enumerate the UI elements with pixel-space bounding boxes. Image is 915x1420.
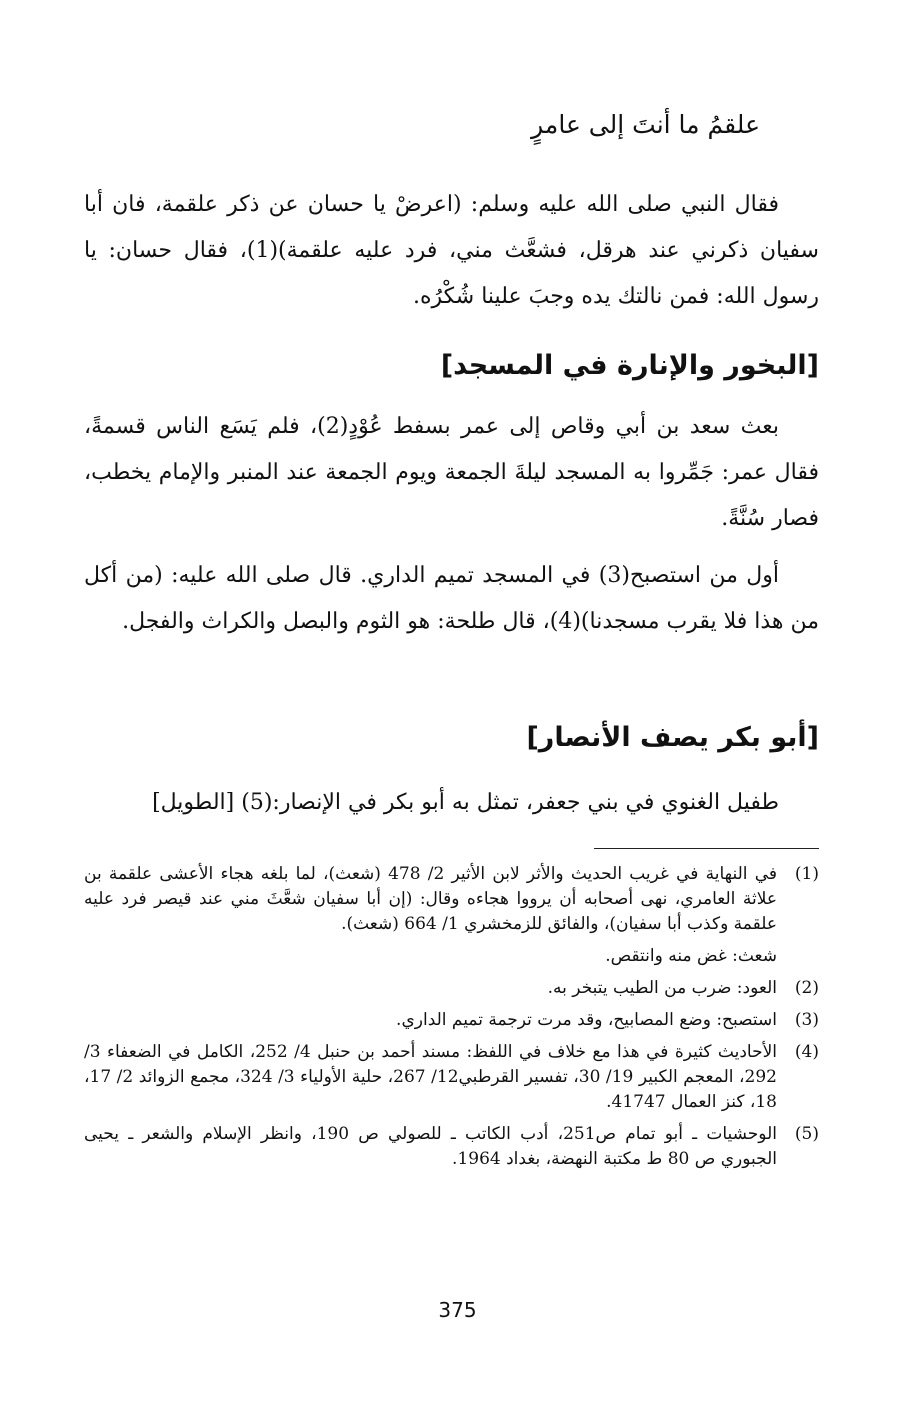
- footnotes: [84, 862, 819, 1179]
- footnote-1: [84, 862, 819, 969]
- page-number: 375: [438, 1298, 477, 1322]
- footnote-divider: [594, 848, 819, 849]
- footnote-text: العود: ضرب من الطيب يتبخر به.: [547, 978, 777, 998]
- footnote-5: [84, 1122, 819, 1172]
- footnote-number: (2): [794, 978, 819, 998]
- footnote-3: [84, 1008, 819, 1033]
- footnote-text: الأحاديث كثيرة في هذا مع خلاف في اللفظ: مسند أحمد بن حنبل 4/ 252، الكامل في الضعفاء 3/ 292، المعجم الكبير 19/ 30، تفسير القرطبي12/ 267، حلية الأولياء 3/ 324، مجمع الزوائد 2/ 17، 18، كنز العمال 41747.: [84, 1042, 778, 1112]
- paragraph-hassan: فقال النبي صلى الله عليه وسلم: (اعرضْ يا حسان عن ذكر علقمة، فان أبا سفيان ذكرني عند هرقل، فشعَّث مني، فرد عليه علقمة)(1)، فقال حسان: يا رسول الله: فمن نالتك يده وجبَ علينا شُكْرُه.: [84, 192, 819, 309]
- footnote-number: (1): [794, 864, 819, 884]
- section-heading-incense: [البخور والإنارة في المسجد]: [440, 350, 819, 381]
- footnote-gloss: شعث: غض منه وانتقص.: [605, 946, 777, 966]
- footnote-text: استصبح: وضع المصابيح، وقد مرت ترجمة تميم الداري.: [396, 1010, 777, 1030]
- footnote-number: (4): [794, 1042, 819, 1062]
- footnote-number: (3): [794, 1010, 819, 1030]
- footnote-4: [84, 1040, 819, 1115]
- footnote-number: (5): [794, 1124, 819, 1144]
- footnote-2: [84, 976, 819, 1001]
- paragraph-tufail: طفيل الغنوي في بني جعفر، تمثل به أبو بكر في الإنصار:(5) [الطويل]: [152, 790, 779, 815]
- footnote-text: في النهاية في غريب الحديث والأثر لابن الأثير 2/ 478 (شعث)، لما بلغه هجاء الأعشى علقمة بن علاثة العامري، نهى أصحابه أن يرووا هجاءه وقال: (إن أبا سفيان شعَّثَ مني عند قيصر فرد عليه علقمة وكذب أبا سفيان)، والفائق للزمخشري 1/ 664 (شعث).: [84, 864, 777, 934]
- paragraph-lamps: أول من استصبح(3) في المسجد تميم الداري. قال صلى الله عليه: (من أكل من هذا فلا يقرب مسجدنا)(4)، قال طلحة: هو الثوم والبصل والكراث والفجل.: [84, 563, 819, 634]
- section-heading-ansar: [أبو بكر يصف الأنصار]: [526, 722, 819, 753]
- verse-line: علقمُ ما أنتَ إلى عامرٍ: [531, 110, 760, 139]
- footnote-text: الوحشيات ـ أبو تمام ص251، أدب الكاتب ـ للصولي ص 190، وانظر الإسلام والشعر ـ يحيى الجبوري ص 80 ط مكتبة النهضة، بغداد 1964.: [84, 1124, 777, 1169]
- paragraph-incense: بعث سعد بن أبي وقاص إلى عمر بسفط عُوْدٍ(2)، فلم يَسَع الناس قسمةً، فقال عمر: جَمِّروا به المسجد ليلةَ الجمعة ويوم الجمعة عند المنبر والإمام يخطب، فصار سُنَّةً.: [84, 414, 819, 531]
